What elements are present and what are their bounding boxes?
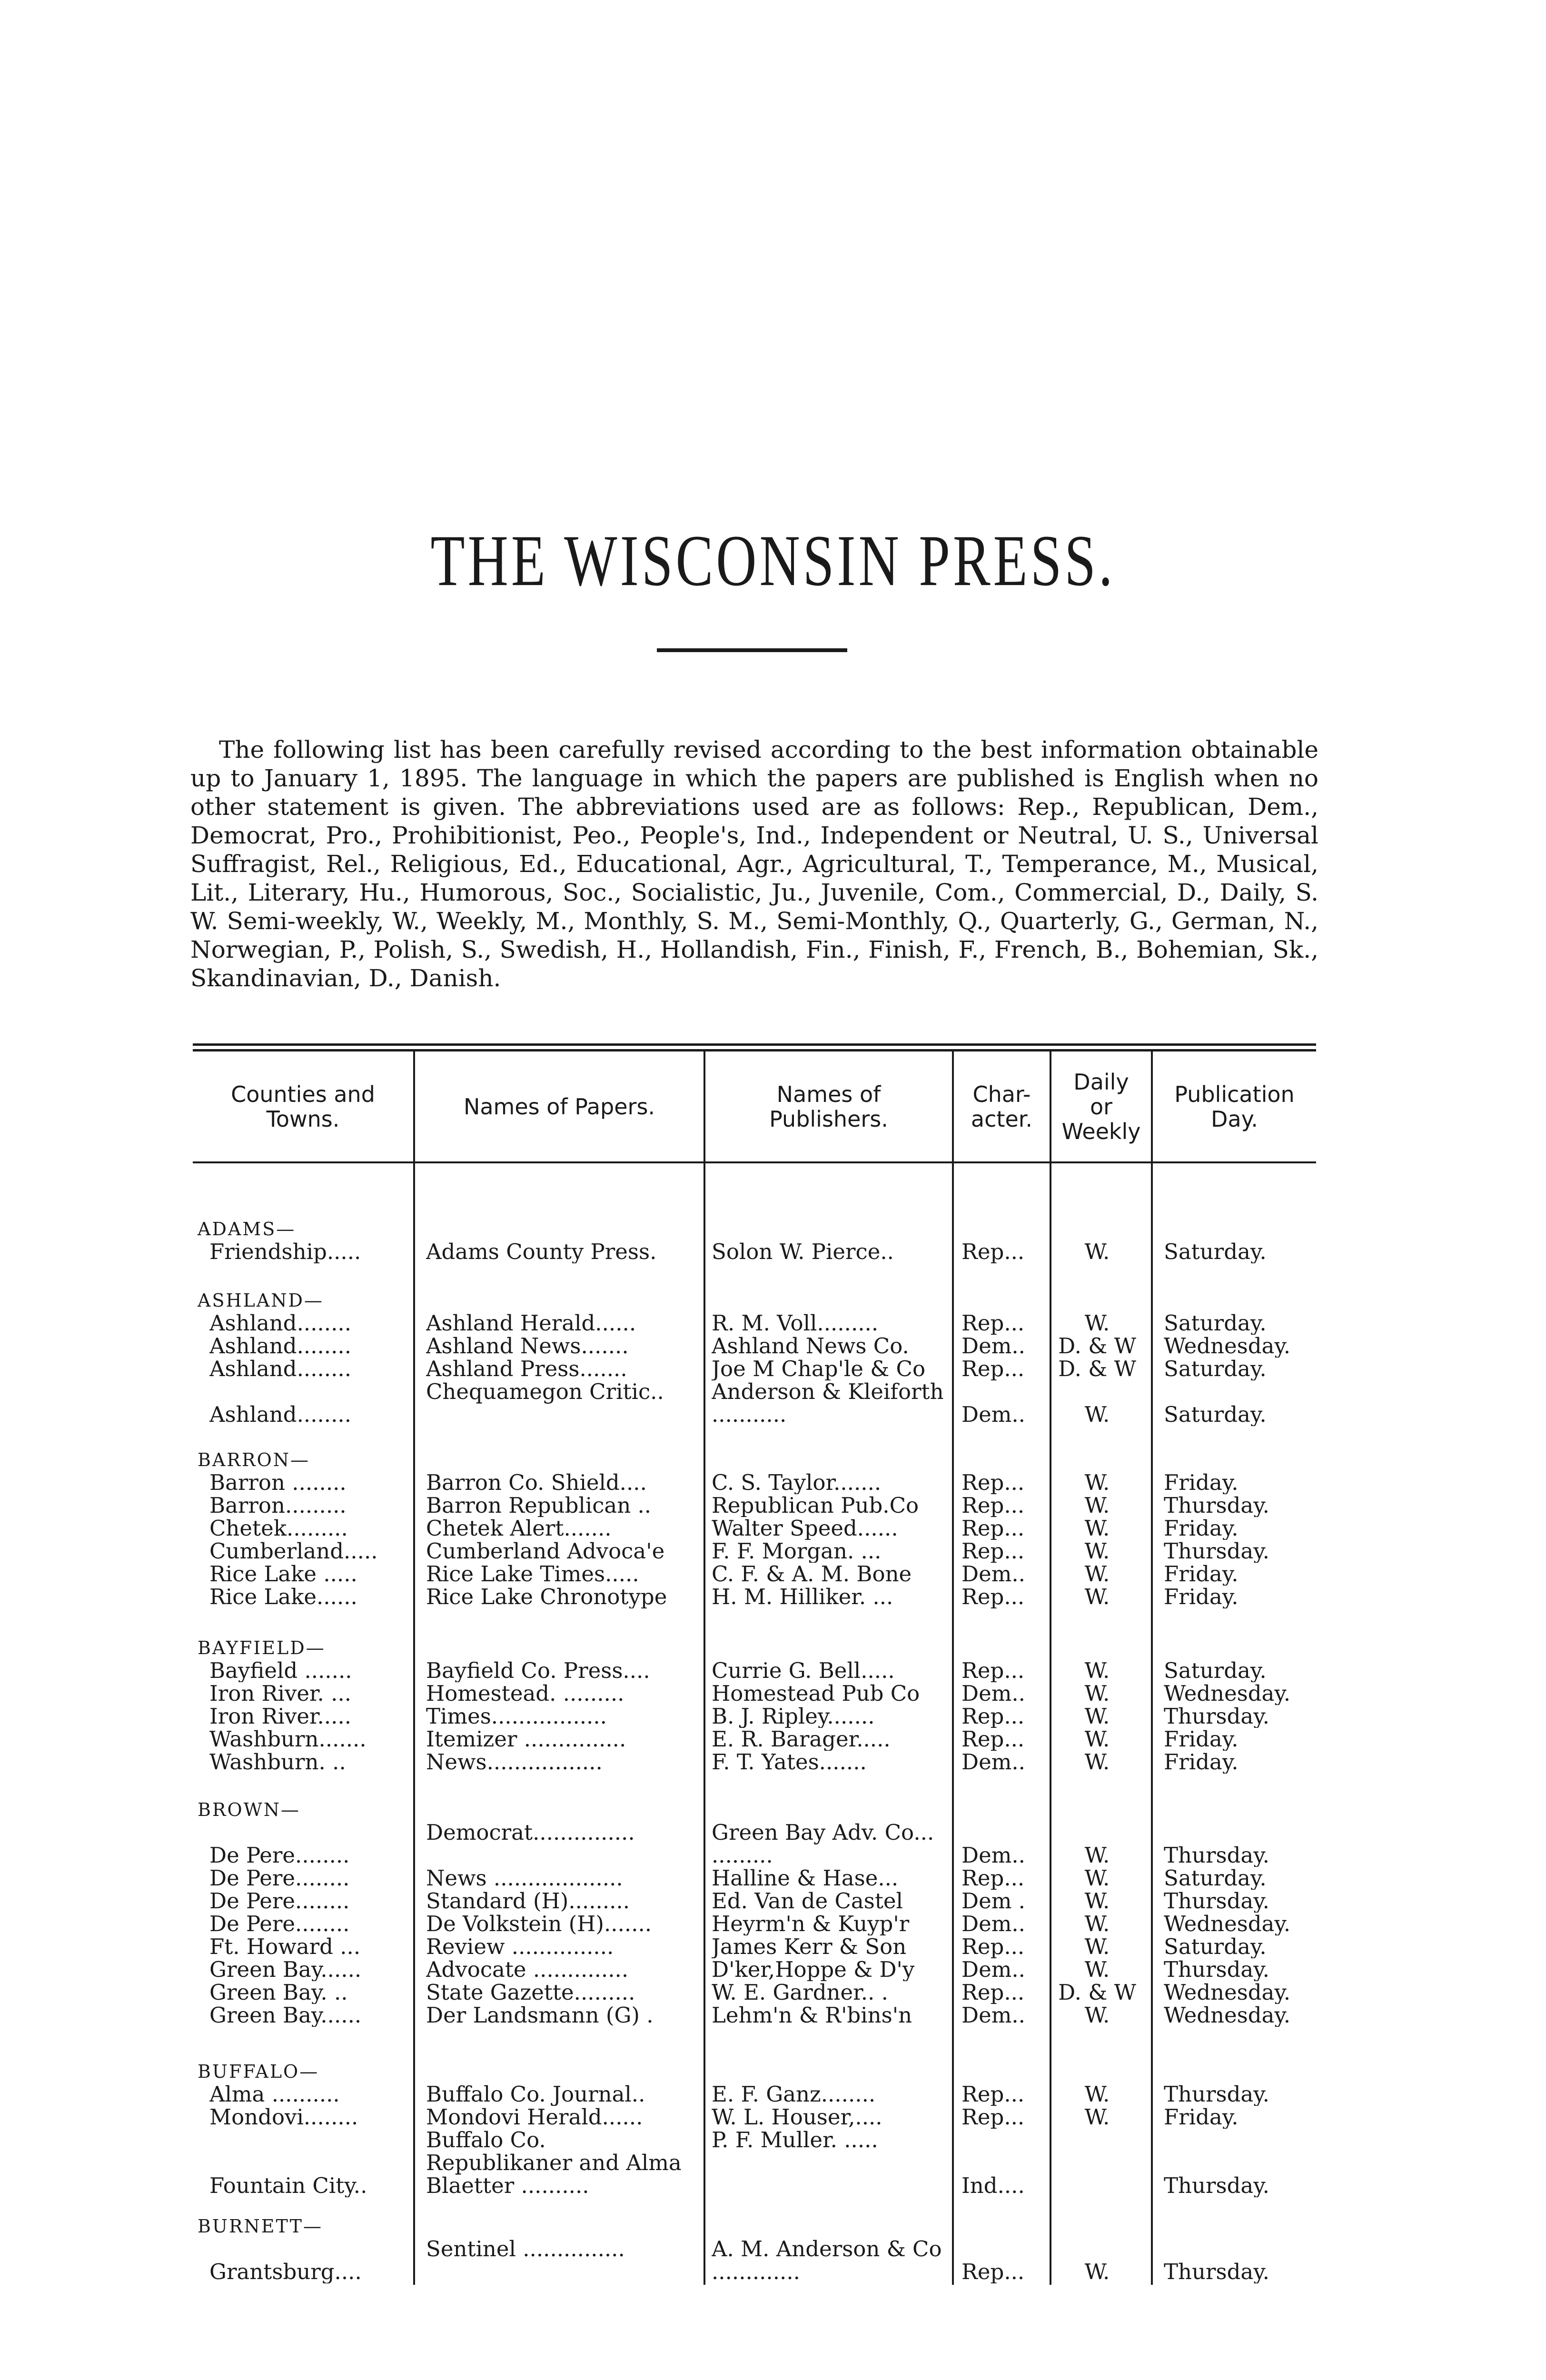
publisher-cell: Homestead Pub Co [712,1682,920,1705]
town-cell: Rice Lake...... [209,1586,357,1608]
publisher-cell: Halline & Hase... [712,1867,899,1890]
header-papers: Names of Papers. [463,1094,655,1120]
table-row [0,1494,1546,1517]
paper-name-cell: Homestead. ......... [426,1682,624,1705]
frequency-cell: W. [1084,1240,1110,1263]
frequency-cell: W. [1084,2083,1110,2106]
publisher-cell: Lehm'n & R'bins'n [712,2004,912,2027]
publisher-cell: Republican Pub.Co [712,1494,919,1517]
table-row [0,1890,1546,1913]
publisher-cell: H. M. Hilliker. ... [712,1586,893,1608]
publication-day-cell: Saturday. [1164,1358,1267,1380]
town-cell: Rice Lake ..... [209,1563,357,1586]
publication-day-cell: Wednesday. [1164,1335,1291,1358]
character-cell: Dem.. [961,1563,1025,1586]
character-cell: Rep... [961,1867,1025,1890]
paper-name-cell: Buffalo Co. Journal.. [426,2083,645,2106]
town-cell: Green Bay...... [209,1958,362,1981]
publisher-cell: E. F. Ganz........ [712,2083,876,2106]
character-cell: Dem.. [961,1844,1025,1867]
frequency-cell: W. [1084,1659,1110,1682]
character-cell: Rep... [961,1659,1025,1682]
publication-day-cell: Friday. [1164,1586,1239,1608]
table-row [0,1540,1546,1563]
character-cell: Rep... [961,1358,1025,1380]
character-cell: Ind.... [961,2174,1025,2197]
paper-name-cell: Democrat............... [426,1821,635,1845]
frequency-cell: W. [1084,1751,1110,1774]
publisher-cell: F. T. Yates....... [712,1751,867,1774]
publication-day-cell: Wednesday. [1164,1981,1291,2004]
character-cell: Rep... [961,1540,1025,1563]
publisher-cell: R. M. Voll......... [712,1312,879,1335]
frequency-cell: W. [1084,1705,1110,1728]
frequency-cell: W. [1084,2261,1110,2283]
publication-day-cell: Thursday. [1164,1958,1269,1981]
publication-day-cell: Thursday. [1164,1890,1269,1913]
character-cell: Rep... [961,1517,1025,1540]
county-heading: ASHLAND— [198,1290,324,1311]
character-cell: Dem.. [961,1913,1025,1935]
publication-day-cell: Friday. [1164,1517,1239,1540]
town-cell: Grantsburg.... [209,2261,362,2283]
town-cell: Friendship..... [209,1240,361,1263]
publication-day-cell: Thursday. [1164,2261,1269,2283]
publisher-cell: E. R. Barager..... [712,1728,891,1751]
town-cell: Ft. Howard ... [209,1935,361,1958]
publisher-cell: Ashland News Co. [712,1335,909,1358]
paper-name-cell: Ashland Press....... [426,1358,627,1380]
frequency-cell: W. [1084,1312,1110,1335]
publication-day-cell: Thursday. [1164,1540,1269,1563]
frequency-cell: W. [1084,1494,1110,1517]
header-character: Char- acter. [971,1081,1033,1132]
publisher-cell: Currie G. Bell..... [712,1659,895,1682]
frequency-cell: W. [1084,1540,1110,1563]
publication-day-cell: Friday. [1164,1751,1239,1774]
frequency-cell: W. [1084,1563,1110,1586]
publisher-cell: D'ker,Hoppe & D'y [712,1958,915,1981]
publication-day-cell: Friday. [1164,1563,1239,1586]
paper-name-cell: Itemizer ............... [426,1728,626,1751]
character-cell: Rep... [961,1728,1025,1751]
table-row [0,1380,1546,1426]
table-row [0,1563,1546,1586]
table-row [0,1751,1546,1774]
character-cell: Rep... [961,1312,1025,1335]
publication-day-cell: Thursday. [1164,1844,1269,1867]
town-cell: Iron River..... [209,1705,352,1728]
paper-name-cell: Chetek Alert....... [426,1517,612,1540]
table-row [0,1471,1546,1494]
table-row [0,1705,1546,1728]
paper-name-cell: Review ............... [426,1935,614,1958]
character-cell: Rep... [961,1981,1025,2004]
publication-day-cell: Thursday. [1164,1705,1269,1728]
town-cell: De Pere........ [209,1867,350,1890]
publication-day-cell: Thursday. [1164,1494,1269,1517]
paper-name-cell: Advocate .............. [426,1958,629,1981]
publication-day-cell: Saturday. [1164,1659,1267,1682]
publication-day-cell: Saturday. [1164,1935,1267,1958]
publisher-cell: Solon W. Pierce.. [712,1240,894,1263]
character-cell: Rep... [961,2083,1025,2106]
paper-name-cell: Ashland Herald...... [426,1312,636,1335]
publisher-cell: A. M. Anderson & Co ............. [712,2238,942,2283]
publication-day-cell: Friday. [1164,1471,1239,1494]
town-cell: Iron River. ... [209,1682,352,1705]
paper-name-cell: Times................. [426,1705,607,1728]
frequency-cell: W. [1084,1728,1110,1751]
publication-day-cell: Thursday. [1164,2083,1269,2106]
table-row [0,2106,1546,2129]
intro-text: The following list has been carefully revised according to the best information obtainable up to January 1, 1895. The language in which the papers are published is English when no other statement is given. The abbreviations used are as follows: Rep., Republican, Dem., Democrat, Pro., Prohibitionist, Peo., People's, Ind., Independent or Neutral, U. S., Universal Suffragist, Rel., Religious, Ed., Educational, Agr., Agricultural, T., Temperance, M., Musical, Lit., Literary, Hu., Humorous, Soc., Socialistic, Ju., Juvenile, Com., Commercial, D., Daily, S. W. Semi-weekly, W., Weekly, M., Monthly, S. M., Semi-Monthly, Q., Quarterly, G., German, N., Norwegian, P., Polish, S., Swedish, H., Hollandish, Fin., Finish, F., French, B., Bohemian, Sk., Skandinavian, D., Danish. [190,736,1318,992]
table-row [0,1821,1546,1867]
paper-name-cell: Barron Republican .. [426,1494,652,1517]
frequency-cell: W. [1084,1844,1110,1867]
publication-day-cell: Saturday. [1164,1403,1267,1426]
paper-name-cell: Ashland News....... [426,1335,629,1358]
table-row [0,1981,1546,2004]
table-row [0,1586,1546,1608]
frequency-cell: W. [1084,1867,1110,1890]
publication-day-cell: Thursday. [1164,2174,1269,2197]
paper-name-cell: Rice Lake Times..... [426,1563,639,1586]
paper-name-cell: Sentinel ............... [426,2238,625,2261]
paper-name-cell: News................. [426,1751,603,1774]
paper-name-cell: Rice Lake Chronotype [426,1586,667,1608]
character-cell: Rep... [961,2261,1025,2283]
publisher-cell: F. F. Morgan. ... [712,1540,882,1563]
character-cell: Rep... [961,1471,1025,1494]
town-cell: Green Bay...... [209,2004,362,2027]
publication-day-cell: Wednesday. [1164,2004,1291,2027]
character-cell: Dem.. [961,1335,1025,1358]
publication-day-cell: Saturday. [1164,1240,1267,1263]
table-row [0,2004,1546,2027]
table-row [0,1659,1546,1682]
publication-day-cell: Wednesday. [1164,1913,1291,1935]
town-cell: Ashland........ [209,1403,352,1426]
town-cell: Green Bay. .. [209,1981,348,2004]
paper-name-cell: Mondovi Herald...... [426,2106,643,2129]
character-cell: Rep... [961,2106,1025,2129]
frequency-cell: W. [1084,1682,1110,1705]
town-cell: De Pere........ [209,1913,350,1935]
publication-day-cell: Saturday. [1164,1312,1267,1335]
town-cell: Cumberland..... [209,1540,378,1563]
table-row [0,1517,1546,1540]
town-cell: Ashland........ [209,1358,352,1380]
frequency-cell: W. [1084,1471,1110,1494]
table-row [0,1958,1546,1981]
table-row [0,2238,1546,2283]
publisher-cell: Walter Speed...... [712,1517,898,1540]
town-cell: Barron......... [209,1494,347,1517]
publisher-cell: W. L. Houser,.... [712,2106,882,2129]
publisher-cell: James Kerr & Son [712,1935,907,1958]
frequency-cell: W. [1084,1935,1110,1958]
frequency-cell: W. [1084,1913,1110,1935]
town-cell: Bayfield ....... [209,1659,352,1682]
frequency-cell: D. & W [1058,1981,1136,2004]
town-cell: Alma .......... [209,2083,340,2106]
publisher-cell: Heyrm'n & Kuyp'r [712,1913,910,1935]
county-heading: BURNETT— [198,2216,323,2237]
county-heading: BROWN— [198,1799,300,1820]
town-cell: Chetek......... [209,1517,348,1540]
publication-day-cell: Wednesday. [1164,1682,1291,1705]
county-heading: BARRON— [198,1449,310,1470]
table-row [0,1728,1546,1751]
paper-name-cell: Barron Co. Shield.... [426,1471,647,1494]
header-day: Publication Day. [1174,1081,1295,1132]
header-frequency: Daily or Weekly [1061,1069,1141,1144]
character-cell: Dem.. [961,2004,1025,2027]
town-cell: Washburn. .. [209,1751,346,1774]
town-cell: Fountain City.. [209,2174,367,2197]
character-cell: Dem.. [961,1682,1025,1705]
publication-day-cell: Friday. [1164,1728,1239,1751]
publisher-cell: W. E. Gardner.. . [712,1981,888,2004]
character-cell: Rep... [961,1586,1025,1608]
county-heading: ADAMS— [198,1219,296,1240]
paper-name-cell: State Gazette......... [426,1981,635,2004]
header-counties: Counties and Towns. [231,1081,375,1132]
frequency-cell: W. [1084,1890,1110,1913]
table-row [0,1913,1546,1935]
table-row [0,1335,1546,1358]
character-cell: Rep... [961,1935,1025,1958]
town-cell: Ashland........ [209,1335,352,1358]
town-cell: De Pere........ [209,1890,350,1913]
paper-name-cell: Der Landsmann (G) . [426,2004,654,2027]
town-cell: Ashland........ [209,1312,352,1335]
paper-name-cell: Bayfield Co. Press.... [426,1659,650,1682]
publisher-cell: C. S. Taylor....... [712,1471,882,1494]
publisher-cell: C. F. & A. M. Bone [712,1563,912,1586]
publication-day-cell: Friday. [1164,2106,1239,2129]
character-cell: Dem.. [961,1958,1025,1981]
table-row [0,1867,1546,1890]
table-row [0,1312,1546,1335]
character-cell: Rep... [961,1494,1025,1517]
publisher-cell: Green Bay Adv. Co... ......... [712,1821,934,1867]
character-cell: Dem.. [961,1403,1025,1426]
frequency-cell: W. [1084,1403,1110,1426]
publisher-cell: Anderson & Kleiforth ........... [712,1380,944,1426]
town-cell: Washburn....... [209,1728,367,1751]
town-cell: Barron ........ [209,1471,347,1494]
table-row [0,1682,1546,1705]
publication-day-cell: Saturday. [1164,1867,1267,1890]
frequency-cell: W. [1084,1586,1110,1608]
table-row [0,1240,1546,1263]
frequency-cell: W. [1084,2004,1110,2027]
publisher-cell: B. J. Ripley....... [712,1705,875,1728]
frequency-cell: D. & W [1058,1335,1136,1358]
publisher-cell: P. F. Muller. ..... [712,2129,878,2152]
paper-name-cell: Cumberland Advoca'e [426,1540,665,1563]
publisher-cell: Joe M Chap'le & Co [712,1358,926,1380]
table-row [0,1935,1546,1958]
paper-name-cell: Buffalo Co. Republikaner and Alma Blaetter .......... [426,2129,682,2197]
table-row [0,2129,1546,2197]
character-cell: Dem.. [961,1751,1025,1774]
character-cell: Rep... [961,1705,1025,1728]
table-row [0,1358,1546,1380]
frequency-cell: W. [1084,1958,1110,1981]
paper-name-cell: De Volkstein (H)....... [426,1913,652,1935]
character-cell: Rep... [961,1240,1025,1263]
page-title: THE WISCONSIN PRESS. [430,520,1116,601]
header-publishers: Names of Publishers. [769,1081,888,1132]
character-cell: Dem . [961,1890,1025,1913]
paper-name-cell: Standard (H)......... [426,1890,630,1913]
town-cell: Mondovi........ [209,2106,358,2129]
frequency-cell: D. & W [1058,1358,1136,1380]
publisher-cell: Ed. Van de Castel [712,1890,903,1913]
paper-name-cell: News ................... [426,1867,623,1890]
paper-name-cell: Adams County Press. [426,1240,657,1263]
county-heading: BAYFIELD— [198,1637,326,1658]
county-heading: BUFFALO— [198,2061,319,2082]
table-row [0,2083,1546,2106]
frequency-cell: W. [1084,1517,1110,1540]
paper-name-cell: Chequamegon Critic.. [426,1380,664,1404]
frequency-cell: W. [1084,2106,1110,2129]
town-cell: De Pere........ [209,1844,350,1867]
